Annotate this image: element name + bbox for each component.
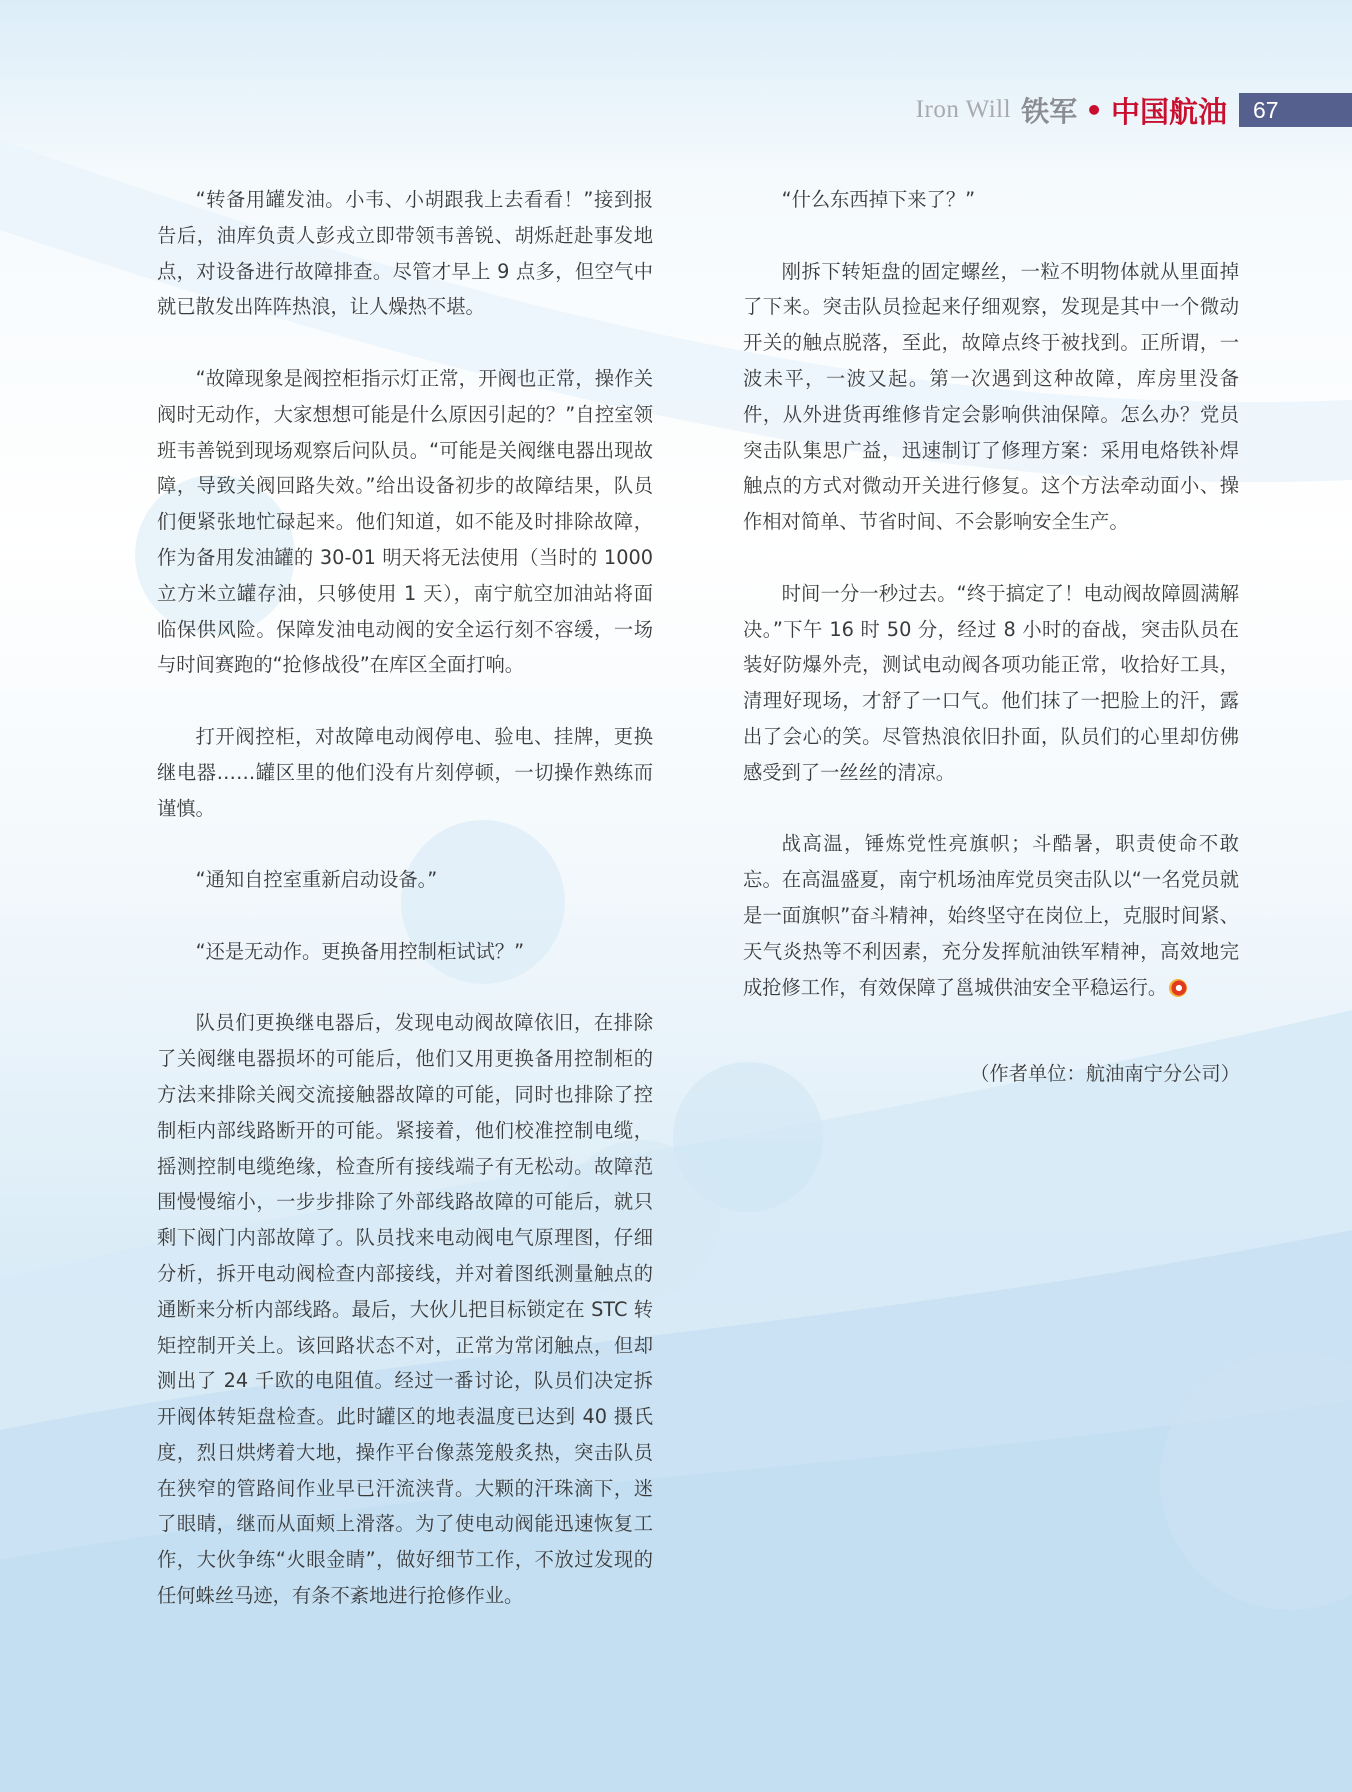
- paragraph: “还是无动作。更换备用控制柜试试？”: [195, 939, 525, 963]
- article-left-column: [157, 182, 653, 1614]
- page-header: [916, 93, 1352, 127]
- paragraph: 打开阀控柜，对故障电动阀停电、验电、挂牌，更换继电器……罐区里的他们没有片刻停顿，一切操作熟练而谨慎。: [157, 724, 653, 820]
- header-separator: •: [1085, 93, 1103, 127]
- paragraph: “通知自控室重新启动设备。”: [195, 868, 438, 892]
- page-number: 67: [1239, 93, 1352, 127]
- final-paragraph-text: 战高温，锤炼党性亮旗帜；斗酷暑，职责使命不敢忘。在高温盛夏，南宁机场油库党员突击队以“一名党员就是一面旗帜”奋斗精神，始终坚守在岗位上，克服时间紧、天气炎热等不利因素，充分发挥航油铁军精神，高效地完成抢修工作，有效保障了邕城供油安全平稳运行。: [743, 832, 1239, 999]
- author-affiliation: （作者单位：航油南宁分公司）: [970, 1062, 1240, 1085]
- paragraph: “什么东西掉下来了？”: [781, 188, 976, 211]
- paragraph: 队员们更换继电器后，发现电动阀故障依旧，在排除了关阀继电器损坏的可能后，他们又用更换备用控制柜的方法来排除关阀交流接触器故障的可能，同时也排除了控制柜内部线路断开的可能。紧接着，他们校准控制电缆，摇测控制电缆绝缘，检查所有接线端子有无松动。故障范围慢慢缩小，一步步排除了外部线路故障的可能后，就只剩下阀门内部故障了。队员找来电动阀电气原理图，仔细分析，拆开电动阀检查内部接线，并对着图纸测量触点的通断来分析内部线路。最后，大伙儿把目标锁定在 STC 转矩控制开关上。该回路状态不对，正常为常闭触点，但却测出了 24 千欧的电阻值。经过一番讨论，队员们决定拆开阀体转矩盘检查。此时罐区的地表温度已达到 40 摄氏度，烈日烘烤着大地，操作平台像蒸笼般炙热，突击队员在狭窄的管路间作业早已汗流浃背。大颗的汗珠滴下，迷了眼睛，继而从面颊上滑落。为了使电动阀能迅速恢复工作，大伙争练“火眼金睛”，做好细节工作，不放过发现的任何蛛丝马迹，有条不紊地进行抢修作业。: [157, 1011, 653, 1608]
- article-right-column: [743, 182, 1239, 1005]
- end-mark-icon: [1169, 979, 1187, 997]
- paragraph: 时间一分一秒过去。“终于搞定了！电动阀故障圆满解决。”下午 16 时 50 分，经过 8 小时的奋战，突击队员在装好防爆外壳，测试电动阀各项功能正常，收拾好工具，清理好现场，才舒了一口气。他们抹了一把脸上的汗，露出了会心的笑。尽管热浪依旧扑面，队员们的心里却仿佛感受到了一丝丝的清凉。: [743, 581, 1239, 784]
- paragraph: 刚拆下转矩盘的固定螺丝，一粒不明物体就从里面掉了下来。突击队员捡起来仔细观察，发现是其中一个微动开关的触点脱落，至此，故障点终于被找到。正所谓，一波未平，一波又起。第一次遇到这种故障，库房里没备件，从外进货再维修肯定会影响供油保障。怎么办？党员突击队集思广益，迅速制订了修理方案：采用电烙铁补焊触点的方式对微动开关进行修复。这个方法牵动面小、操作相对简单、节省时间、不会影响安全生产。: [743, 259, 1239, 534]
- header-title-tiejun: 铁军: [1021, 95, 1078, 128]
- header-english-title: Iron Will: [915, 96, 1012, 123]
- paragraph-final: [743, 826, 1239, 1005]
- paragraph: “故障现象是阀控柜指示灯正常，开阀也正常，操作关阀时无动作，大家想想可能是什么原因引起的？”自控室领班韦善锐到现场观察后问队员。“可能是关阀继电器出现故障，导致关阀回路失效。”给出设备初步的故障结果，队员们便紧张地忙碌起来。他们知道，如不能及时排除故障，作为备用发油罐的 30-01 明天将无法使用（当时的 1000 立方米立罐存油，只够使用 1 天），南宁航空加油站将面临保供风险。保障发油电动阀的安全运行刻不容缓，一场与时间赛跑的“抢修战役”在库区全面打响。: [157, 366, 653, 677]
- header-title-cnaf: 中国航油: [1110, 94, 1227, 129]
- paragraph: “转备用罐发油。小韦、小胡跟我上去看看！”接到报告后，油库负责人彭戎立即带领韦善锐、胡烁赶赴事发地点，对设备进行故障排查。尽管才早上 9 点多，但空气中就已散发出阵阵热浪，让人燥热不堪。: [157, 188, 653, 319]
